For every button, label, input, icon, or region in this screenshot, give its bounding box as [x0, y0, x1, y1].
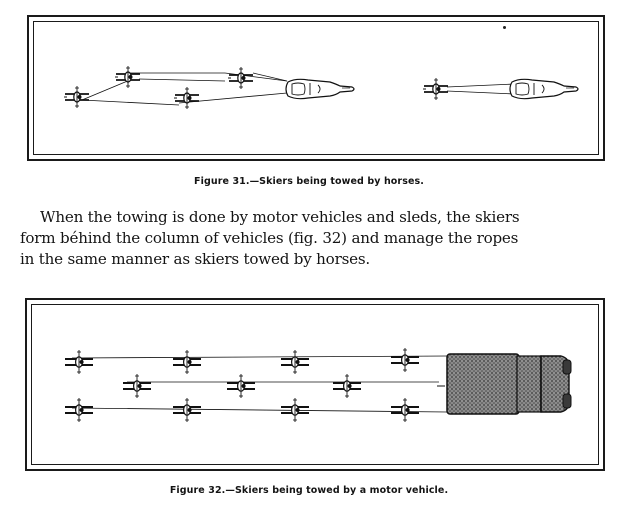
motor-vehicle-icon: [437, 354, 571, 414]
tow-ropes-right: [447, 84, 515, 94]
body-paragraph: [20, 207, 610, 270]
skier-icon: [65, 350, 93, 374]
skier-icon: [391, 348, 419, 372]
print-speck: [503, 26, 506, 29]
skier-icon: [123, 374, 151, 398]
skier-icon: [227, 374, 255, 398]
figure-32-illustration: [27, 300, 607, 473]
horse-icon: [510, 79, 578, 98]
figure-32-frame: [25, 298, 605, 471]
paragraph-line-2: form béhind the column of vehicles (fig. 32) and manage the ropes: [20, 229, 519, 247]
skier-icon: [333, 374, 361, 398]
skier-icon: [174, 87, 199, 109]
skier-icon: [173, 398, 201, 422]
skier-icon: [64, 86, 89, 108]
horse-icon: [286, 79, 354, 98]
paragraph-line-3: in the same manner as skiers towed by horses.: [20, 250, 370, 268]
skier-icon: [173, 350, 201, 374]
figure-32-caption: Figure 32.—Skiers being towed by a motor vehicle.: [169, 485, 449, 496]
skier-icon: [65, 398, 93, 422]
figure-31-caption: Figure 31.—Skiers being towed by horses.: [194, 176, 424, 187]
paragraph-line-1: When the towing is done by motor vehicles and sleds, the skiers: [40, 208, 520, 226]
skier-icon: [391, 398, 419, 422]
figure-31-frame: [27, 15, 605, 161]
skier-icon: [228, 67, 253, 89]
skier-icon: [281, 350, 309, 374]
skier-icon: [423, 78, 448, 100]
figure-31-illustration: [29, 17, 607, 163]
